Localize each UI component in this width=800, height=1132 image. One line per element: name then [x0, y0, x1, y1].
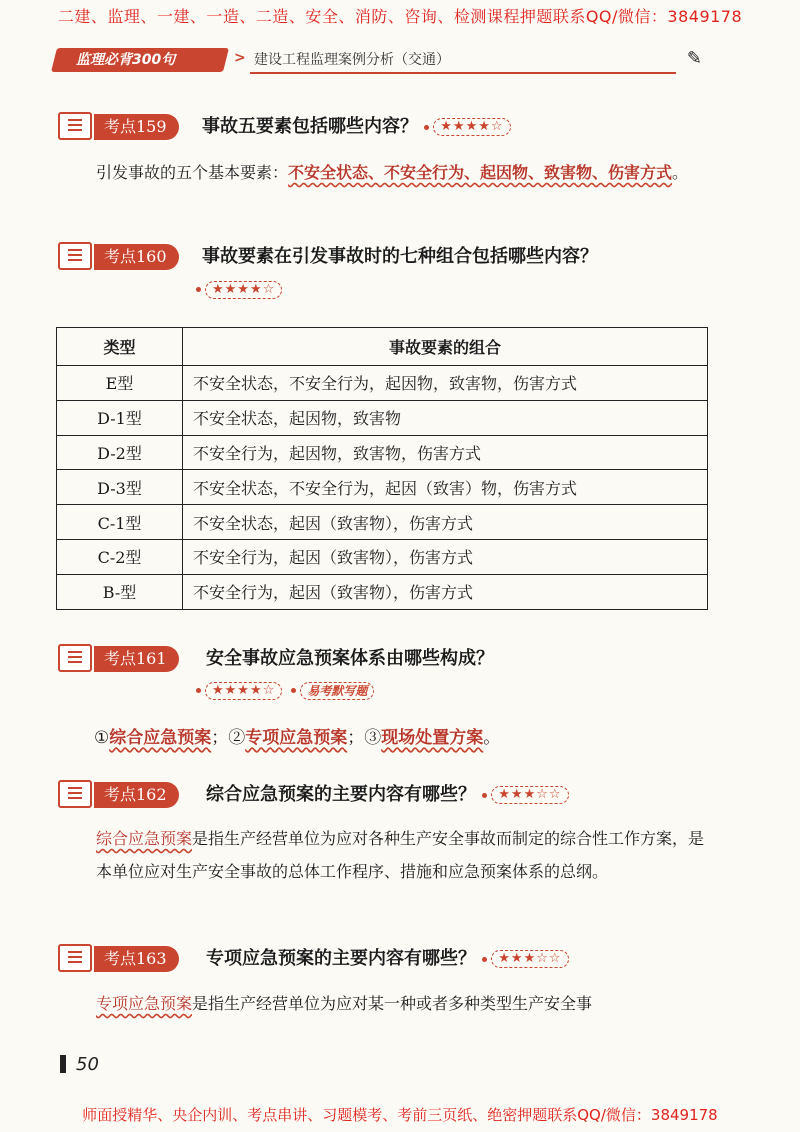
kp160-rating	[196, 279, 282, 299]
star-rating: ★★★★☆	[205, 682, 282, 700]
cell-combo: 不安全状态，不安全行为，起因物，致害物，伤害方式	[183, 366, 708, 401]
kp-question-text: 综合应急预案的主要内容有哪些？	[206, 784, 476, 805]
dot-icon	[482, 793, 487, 798]
cell-combo: 不安全行为，起因（致害物），伤害方式	[183, 539, 708, 574]
kp-question-text: 专项应急预案的主要内容有哪些？	[206, 948, 476, 969]
knowledge-point-159	[58, 110, 698, 144]
star-rating: ★★★☆☆	[491, 950, 568, 968]
table-row	[57, 539, 708, 574]
answer-prefix: 引发事故的五个基本要素：	[96, 163, 289, 182]
kp161-rating	[196, 680, 374, 700]
running-header	[54, 44, 702, 74]
answer-num: ；③	[347, 728, 382, 748]
knowledge-point-161	[58, 642, 698, 676]
answer-end: 。	[672, 163, 689, 182]
dot-icon	[196, 688, 201, 693]
answer-item: 专项应急预案	[245, 728, 348, 748]
kp-tag: 考点162	[94, 782, 179, 808]
kp161-answer	[94, 722, 706, 755]
answer-term: 专项应急预案	[96, 994, 193, 1013]
kp-question	[202, 114, 511, 140]
cell-type: E型	[57, 366, 183, 401]
answer-highlight: 不安全状态、不安全行为、起因物、致害物、伤害方式	[288, 163, 673, 182]
table-row	[57, 366, 708, 401]
cell-type: D-2型	[57, 435, 183, 470]
cell-combo: 不安全状态，起因物，致害物	[183, 400, 708, 435]
kp-question	[206, 782, 569, 808]
knowledge-point-163	[58, 942, 698, 976]
table-row	[57, 574, 708, 609]
kp-tag: 考点161	[94, 646, 179, 672]
book-icon	[58, 242, 92, 270]
combination-table	[56, 327, 708, 610]
cell-combo: 不安全行为，起因（致害物），伤害方式	[183, 574, 708, 609]
dot-icon	[196, 287, 201, 292]
answer-term: 综合应急预案	[96, 829, 193, 848]
book-icon	[58, 644, 92, 672]
table-row	[57, 435, 708, 470]
kp159-answer	[96, 156, 708, 189]
kp162-answer	[96, 822, 708, 888]
answer-num: ①	[94, 728, 110, 748]
table-row	[57, 505, 708, 540]
header-subtitle: 建设工程监理案例分析（交通）	[254, 52, 450, 68]
answer-text: 是指生产经营单位为应对各种生产安全事故而制定的综合性工作方案，是本单位应对生产安全事故的总体工作程序、措施和应急预案体系的总纲。	[96, 829, 705, 881]
cell-type: C-2型	[57, 539, 183, 574]
answer-item: 综合应急预案	[109, 728, 212, 748]
cell-type: C-1型	[57, 505, 183, 540]
knowledge-point-160	[58, 240, 698, 274]
dot-icon	[424, 125, 429, 130]
answer-num: ；②	[211, 728, 246, 748]
table-header-row	[57, 328, 708, 366]
header-badge-text: 监理必背300句	[76, 52, 176, 68]
dot-icon	[291, 688, 296, 693]
easy-exam-badge: 易考默写题	[300, 682, 374, 700]
page-number	[60, 1054, 99, 1075]
book-icon	[58, 780, 92, 808]
knowledge-point-162	[58, 778, 698, 812]
star-rating: ★★★★☆	[205, 281, 282, 299]
star-rating: ★★★★☆	[433, 118, 510, 136]
kp163-answer	[96, 987, 708, 1020]
header-type: 类型	[57, 328, 183, 366]
cell-type: D-1型	[57, 400, 183, 435]
answer-item: 现场处置方案	[381, 728, 484, 748]
cell-combo: 不安全行为，起因物，致害物，伤害方式	[183, 435, 708, 470]
bottom-advertisement: 师面授精华、央企内训、考点串讲、习题模考、考前三页纸、绝密押题联系QQ/微信：3849178	[82, 1106, 718, 1124]
cell-combo: 不安全状态，起因（致害物），伤害方式	[183, 505, 708, 540]
dot-icon	[482, 957, 487, 962]
table-row	[57, 400, 708, 435]
page-number-text: 50	[76, 1054, 99, 1075]
star-rating: ★★★☆☆	[491, 786, 568, 804]
book-icon	[58, 944, 92, 972]
cell-type: D-3型	[57, 470, 183, 505]
cell-combo: 不安全状态，不安全行为，起因（致害）物，伤害方式	[183, 470, 708, 505]
answer-end: 。	[483, 728, 501, 748]
kp-question-text: 安全事故应急预案体系由哪些构成？	[206, 648, 494, 669]
kp-tag: 考点159	[94, 114, 179, 140]
pen-icon: ✎	[686, 48, 702, 69]
kp-question-text: 事故要素在引发事故时的七种组合包括哪些内容？	[202, 246, 598, 267]
answer-text: 是指生产经营单位为应对某一种或者多种类型生产安全事	[192, 994, 593, 1013]
kp-question	[206, 946, 569, 972]
kp-tag: 考点163	[94, 946, 179, 972]
kp-tag: 考点160	[94, 244, 179, 270]
kp-question-text: 事故五要素包括哪些内容？	[202, 116, 418, 137]
page-bar-icon	[60, 1055, 66, 1073]
header-combo: 事故要素的组合	[183, 328, 708, 366]
header-rule	[250, 72, 676, 74]
table-row	[57, 470, 708, 505]
book-icon	[58, 112, 92, 140]
top-advertisement: 二建、监理、一建、一造、二造、安全、消防、咨询、检测课程押题联系QQ/微信：3849178	[57, 7, 743, 26]
chevron-right-icon: >	[234, 50, 246, 66]
cell-type: B-型	[57, 574, 183, 609]
